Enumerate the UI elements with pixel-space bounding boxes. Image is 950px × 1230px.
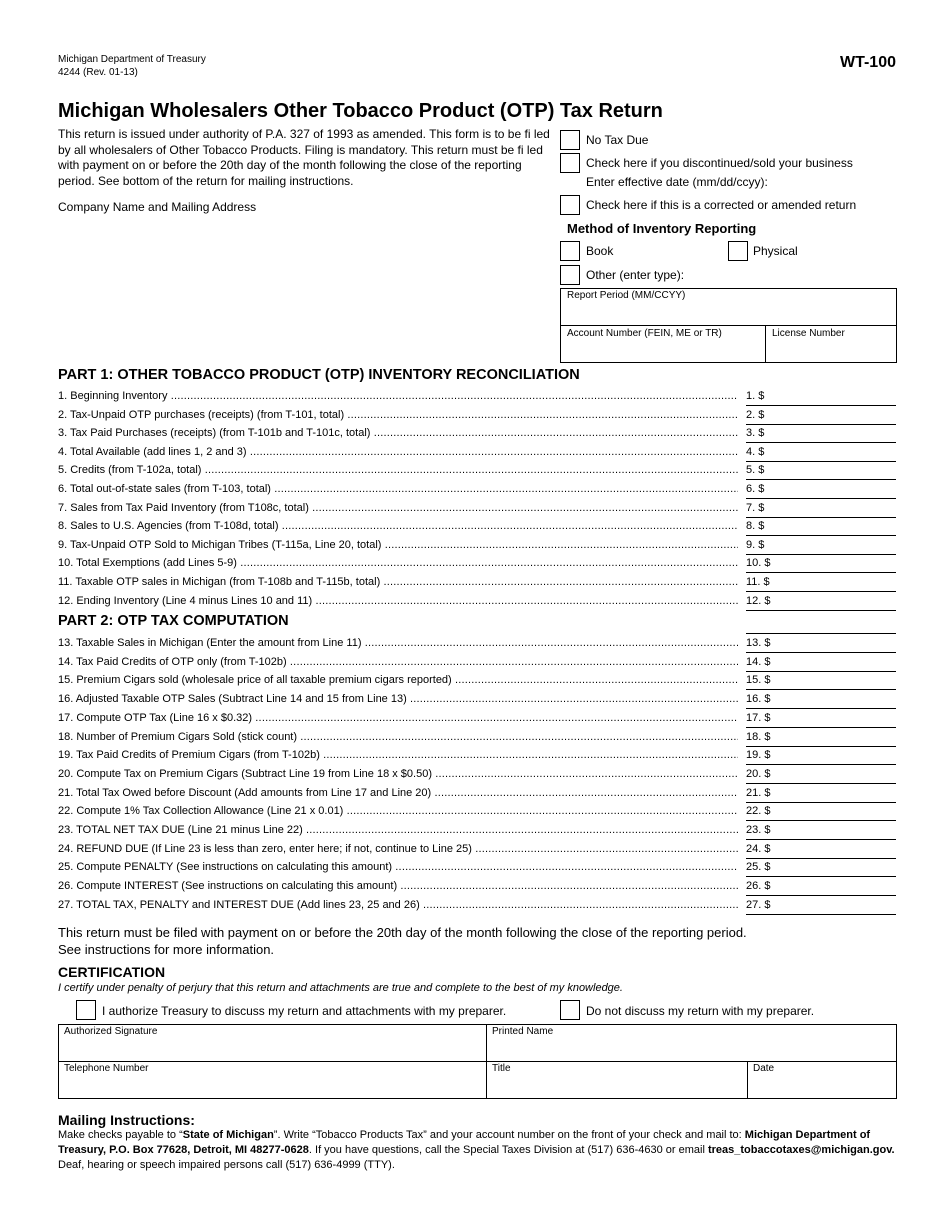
line-amount-field[interactable]: 11. $ <box>746 574 896 592</box>
book-label: Book <box>586 244 614 258</box>
mailing-address: Michigan Department of Treasury, P.O. Box 77628, Detroit, MI 48277-0628 <box>58 1129 871 1156</box>
printed-name-label: Printed Name <box>492 1026 554 1037</box>
line-amount-field[interactable]: 24. $ <box>746 841 896 859</box>
line-description: 23. TOTAL NET TAX DUE (Line 21 minus Line 22) ..... <box>58 824 738 837</box>
line-description: 7. Sales from Tax Paid Inventory (from T108c, total) ..... <box>58 502 738 515</box>
authorize-preparer-checkbox[interactable] <box>76 1000 96 1020</box>
line-amount-field[interactable]: 25. $ <box>746 859 896 877</box>
line-amount-field[interactable]: 23. $ <box>746 822 896 840</box>
divider <box>58 1061 897 1062</box>
do-not-discuss-checkbox[interactable] <box>560 1000 580 1020</box>
line-item <box>58 710 896 728</box>
line-description: 9. Tax-Unpaid OTP Sold to Michigan Tribes (T-115a, Line 20, total) ..... <box>58 539 738 552</box>
line-item <box>58 766 896 784</box>
license-number-input[interactable] <box>766 340 896 362</box>
line-item <box>58 897 896 915</box>
line-description: 17. Compute OTP Tax (Line 16 x $0.32) ..... <box>58 712 738 725</box>
physical-label: Physical <box>753 244 798 258</box>
do-not-discuss-label: Do not discuss my return with my preparer. <box>586 1004 815 1018</box>
report-period-label: Report Period (MM/CCYY) <box>567 290 686 301</box>
divider <box>746 633 896 634</box>
book-checkbox[interactable] <box>560 241 580 261</box>
mailing-text: Deaf, hearing or speech impaired persons call (517) 636-4999 (TTY). <box>58 1159 395 1171</box>
part1-title: PART 1: OTHER TOBACCO PRODUCT (OTP) INVENTORY RECONCILIATION <box>58 367 580 383</box>
line-description: 3. Tax Paid Purchases (receipts) (from T-101b and T-101c, total) ..... <box>58 427 738 440</box>
line-description: 14. Tax Paid Credits of OTP only (from T-102b) ..... <box>58 656 738 669</box>
line-description: 26. Compute INTEREST (See instructions on calculating this amount) ..... <box>58 880 738 893</box>
mailing-text: Make checks payable to “ <box>58 1129 183 1141</box>
line-amount-field[interactable]: 19. $ <box>746 747 896 765</box>
license-number-label: License Number <box>772 328 845 339</box>
line-item <box>58 729 896 747</box>
form-revision: 4244 (Rev. 01-13) <box>58 67 138 78</box>
effective-date-input[interactable] <box>770 172 896 188</box>
line-description: 4. Total Available (add lines 1, 2 and 3) ..... <box>58 446 738 459</box>
line-item <box>58 654 896 672</box>
form-id: WT-100 <box>839 54 896 71</box>
line-amount-field[interactable]: 13. $ <box>746 635 896 653</box>
discontinued-label: Check here if you discontinued/sold your business <box>586 156 853 170</box>
line-description: 21. Total Tax Owed before Discount (Add amounts from Line 17 and Line 20) ..... <box>58 787 738 800</box>
part2-title: PART 2: OTP TAX COMPUTATION <box>58 613 289 629</box>
line-item <box>58 878 896 896</box>
certification-title: CERTIFICATION <box>58 964 166 980</box>
line-description: 18. Number of Premium Cigars Sold (stick count) ..... <box>58 731 738 744</box>
no-tax-due-checkbox[interactable] <box>560 130 580 150</box>
line-description: 10. Total Exemptions (add Lines 5-9) ..... <box>58 557 738 570</box>
line-amount-field[interactable]: 26. $ <box>746 878 896 896</box>
effective-date-label: Enter effective date (mm/dd/ccyy): <box>586 175 768 189</box>
account-number-input[interactable] <box>561 340 764 362</box>
line-description: 11. Taxable OTP sales in Michigan (from T-108b and T-115b, total) ..... <box>58 576 738 589</box>
line-description: 16. Adjusted Taxable OTP Sales (Subtract Line 14 and 15 from Line 13) ..... <box>58 693 738 706</box>
line-item <box>58 691 896 709</box>
no-tax-due-label: No Tax Due <box>586 133 649 147</box>
line-item <box>58 574 896 592</box>
line-description: 24. REFUND DUE (If Line 23 is less than zero, enter here; if not, continue to Line 25) ..... <box>58 843 738 856</box>
line-description: 8. Sales to U.S. Agencies (from T-108d, total) ..... <box>58 520 738 533</box>
line-amount-field[interactable]: 3. $ <box>746 425 896 443</box>
account-number-label: Account Number (FEIN, ME or TR) <box>567 328 722 339</box>
line-item <box>58 747 896 765</box>
line-item <box>58 785 896 803</box>
line-description: 13. Taxable Sales in Michigan (Enter the amount from Line 11) ..... <box>58 637 738 650</box>
line-item <box>58 425 896 443</box>
divider <box>560 325 897 326</box>
printed-name-input[interactable] <box>487 1039 896 1060</box>
telephone-label: Telephone Number <box>64 1063 149 1074</box>
line-amount-field[interactable]: 6. $ <box>746 481 896 499</box>
line-item <box>58 407 896 425</box>
title-label: Title <box>492 1063 511 1074</box>
line-description: 19. Tax Paid Credits of Premium Cigars (from T-102b) ..... <box>58 749 738 762</box>
intro-text: This return is issued under authority of P.A. 327 of 1993 as amended. This form is to be fi led by all wholesalers of Other Tobacco Products. Filing is mandatory. This return must be fi led with payment on or before the 20th day of the month following the close of the reporting period. See bottom of the return for mailing instructions. <box>58 127 550 188</box>
report-period-input[interactable] <box>561 302 896 324</box>
telephone-input[interactable] <box>59 1076 485 1098</box>
certification-statement: I certify under penalty of perjury that this return and attachments are true and complete to the best of my knowledge. <box>58 982 623 994</box>
line-item <box>58 822 896 840</box>
line-amount-field[interactable]: 10. $ <box>746 555 896 573</box>
company-address-field[interactable] <box>58 216 548 356</box>
line-amount-field[interactable]: 12. $ <box>746 593 896 611</box>
page-title: Michigan Wholesalers Other Tobacco Product (OTP) Tax Return <box>58 100 663 122</box>
line-amount-field[interactable]: 2. $ <box>746 407 896 425</box>
other-method-label: Other (enter type): <box>586 268 685 282</box>
line-amount-field[interactable]: 14. $ <box>746 654 896 672</box>
line-amount-field[interactable]: 27. $ <box>746 897 896 915</box>
line-description: 2. Tax-Unpaid OTP purchases (receipts) (from T-101, total) ..... <box>58 409 738 422</box>
line-amount-field[interactable]: 21. $ <box>746 785 896 803</box>
date-input[interactable] <box>748 1076 896 1098</box>
line-description: 25. Compute PENALTY (See instructions on calculating this amount) ..... <box>58 861 738 874</box>
line-amount-field[interactable]: 20. $ <box>746 766 896 784</box>
payee-name: State of Michigan <box>182 1129 274 1141</box>
amended-return-label: Check here if this is a corrected or amended return <box>586 198 857 212</box>
line-amount-field[interactable]: 17. $ <box>746 710 896 728</box>
line-description: 15. Premium Cigars sold (wholesale price of all taxable premium cigars reported) ..... <box>58 674 738 687</box>
line-amount-field[interactable]: 1. $ <box>746 388 896 406</box>
date-label: Date <box>753 1063 775 1074</box>
physical-checkbox[interactable] <box>728 241 748 261</box>
line-item <box>58 537 896 555</box>
line-description: 6. Total out-of-state sales (from T-103, total) ..... <box>58 483 738 496</box>
line-description: 22. Compute 1% Tax Collection Allowance (Line 21 x 0.01) ..... <box>58 805 738 818</box>
mailing-text: ”. Write “Tobacco Products Tax” and your account number on the front of your check and mail to: <box>273 1129 745 1141</box>
other-method-input[interactable] <box>695 264 895 282</box>
title-input[interactable] <box>487 1076 746 1098</box>
mailing-title: Mailing Instructions: <box>58 1112 195 1128</box>
filing-notice-line1: This return must be filed with payment on or before the 20th day of the month following the close of the reporting period. <box>58 925 747 940</box>
line-item <box>58 803 896 821</box>
line-item <box>58 635 896 653</box>
line-item <box>58 859 896 877</box>
company-address-label: Company Name and Mailing Address <box>58 200 257 214</box>
signature-label: Authorized Signature <box>64 1026 158 1037</box>
line-amount-field[interactable]: 15. $ <box>746 672 896 690</box>
line-description: 12. Ending Inventory (Line 4 minus Lines 10 and 11) ..... <box>58 595 738 608</box>
line-item <box>58 481 896 499</box>
line-amount-field[interactable]: 22. $ <box>746 803 896 821</box>
line-item <box>58 672 896 690</box>
line-amount-field[interactable]: 9. $ <box>746 537 896 555</box>
department-name: Michigan Department of Treasury <box>58 54 206 65</box>
line-item <box>58 593 896 611</box>
line-description: 5. Credits (from T-102a, total) ..... <box>58 464 738 477</box>
line-item <box>58 500 896 518</box>
line-description: 1. Beginning Inventory ..... <box>58 390 738 403</box>
inventory-method-title: Method of Inventory Reporting <box>567 221 757 236</box>
line-amount-field[interactable]: 8. $ <box>746 518 896 536</box>
mailing-instructions <box>58 1128 898 1173</box>
contact-email: treas_tobaccotaxes@michigan.gov. <box>707 1144 895 1156</box>
signature-input[interactable] <box>59 1039 485 1060</box>
line-description: 20. Compute Tax on Premium Cigars (Subtract Line 19 from Line 18 x $0.50) ..... <box>58 768 738 781</box>
mailing-text: . If you have questions, call the Special Taxes Division at (517) 636-4630 or email <box>308 1144 708 1156</box>
amended-return-checkbox[interactable] <box>560 195 580 215</box>
line-amount-field[interactable]: 4. $ <box>746 444 896 462</box>
discontinued-checkbox[interactable] <box>560 153 580 173</box>
filing-notice-line2: See instructions for more information. <box>58 942 275 957</box>
authorize-preparer-label: I authorize Treasury to discuss my return and attachments with my preparer. <box>102 1004 507 1018</box>
line-item <box>58 555 896 573</box>
line-amount-field[interactable]: 5. $ <box>746 462 896 480</box>
line-amount-field[interactable]: 7. $ <box>746 500 896 518</box>
line-description: 27. TOTAL TAX, PENALTY and INTEREST DUE (Add lines 23, 25 and 26) ..... <box>58 899 738 912</box>
line-amount-field[interactable]: 18. $ <box>746 729 896 747</box>
line-item <box>58 841 896 859</box>
line-item <box>58 444 896 462</box>
line-amount-field[interactable]: 16. $ <box>746 691 896 709</box>
other-method-checkbox[interactable] <box>560 265 580 285</box>
line-item <box>58 462 896 480</box>
line-item <box>58 388 896 406</box>
line-item <box>58 518 896 536</box>
